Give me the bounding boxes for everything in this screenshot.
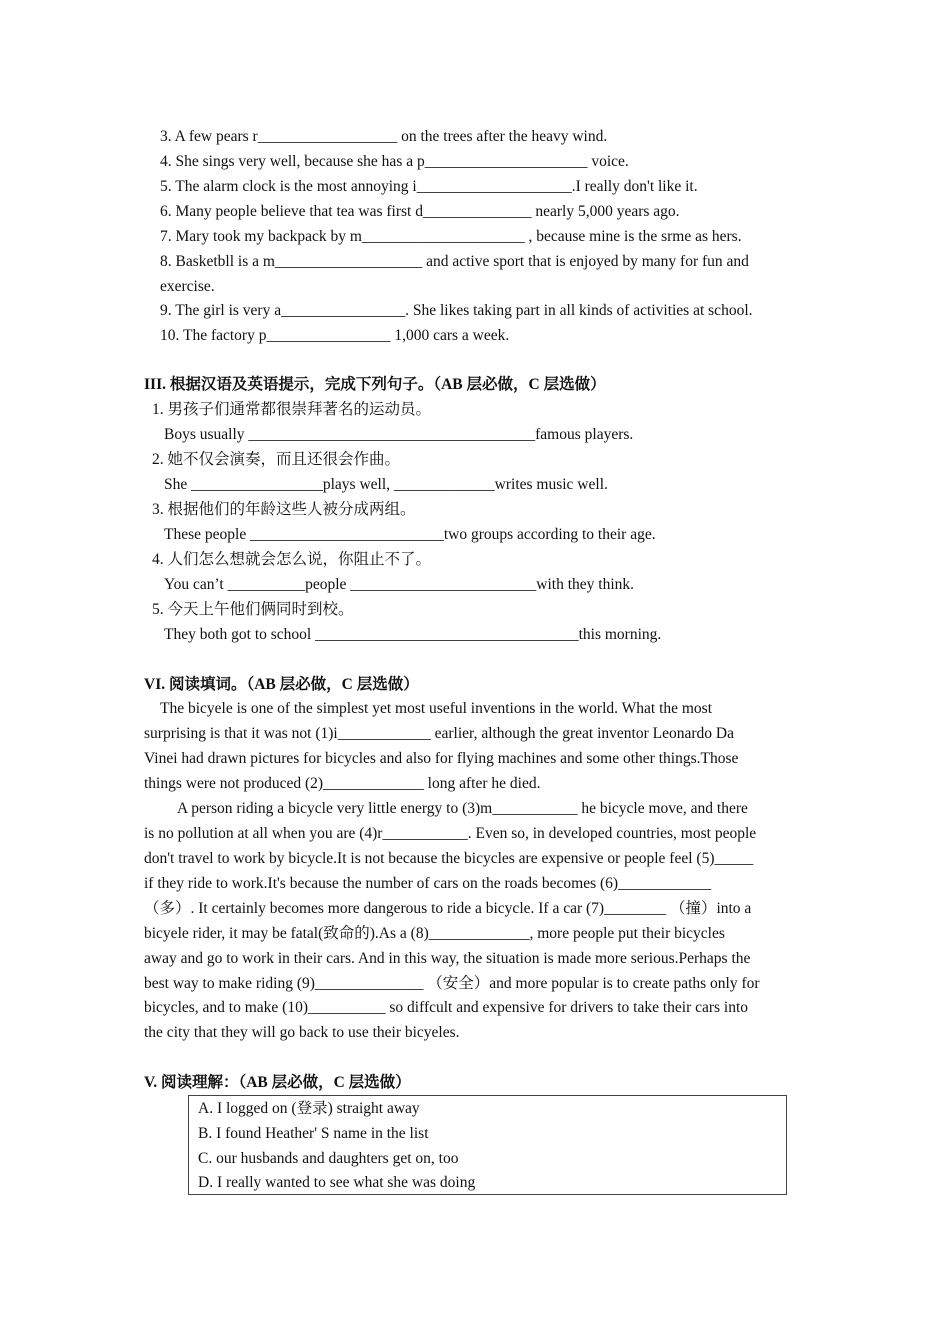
- sentence-2-english: She _________________plays well, _____________writes music well.: [164, 476, 608, 493]
- section-3-heading: III. 根据汉语及英语提示，完成下列句子。（AB 层必做，C 层选做）: [144, 376, 606, 393]
- sentence-2-chinese: 2. 她不仅会演奏，而且还很会作曲。: [152, 451, 401, 468]
- passage-line: the city that they will go back to use their bicyeles.: [144, 1024, 460, 1041]
- option-c: C. our husbands and daughters get on, too: [198, 1150, 459, 1167]
- question-6: 6. Many people believe that tea was first d______________ nearly 5,000 years ago.: [160, 203, 680, 220]
- sentence-3-english: These people _________________________two groups according to their age.: [164, 526, 656, 543]
- passage-line: The bicyele is one of the simplest yet most useful inventions in the world. What the most: [160, 700, 713, 717]
- question-4: 4. She sings very well, because she has a p_____________________ voice.: [160, 153, 629, 170]
- question-8-continued: exercise.: [160, 278, 215, 295]
- sentence-5-chinese: 5. 今天上午他们俩同时到校。: [152, 601, 354, 618]
- passage-line: A person riding a bicycle very little energy to (3)m___________ he bicycle move, and there: [177, 800, 748, 817]
- passage-line: don't travel to work by bicycle.It is not because the bicycles are expensive or people feel (5)_____: [144, 850, 754, 867]
- passage-line: things were not produced (2)_____________ long after he died.: [144, 775, 541, 792]
- passage-line: if they ride to work.It's because the number of cars on the roads becomes (6)____________: [144, 875, 712, 892]
- sentence-1-english: Boys usually _____________________________________famous players.: [164, 426, 634, 443]
- passage-line: （多）. It certainly becomes more dangerous to ride a bicycle. If a car (7)________ （撞）into a: [144, 900, 752, 917]
- passage-line: bicycles, and to make (10)__________ so diffcult and expensive for drivers to take their cars into: [144, 999, 749, 1016]
- section-5-heading: V. 阅读理解：（AB 层必做，C 层选做）: [144, 1074, 411, 1091]
- passage-line: away and go to work in their cars. And in this way, the situation is made more serious.Perhaps the: [144, 950, 751, 967]
- sentence-3-chinese: 3. 根据他们的年龄这些人被分成两组。: [152, 501, 416, 518]
- passage-line: best way to make riding (9)______________ （安全）and more popular is to create paths only for: [144, 975, 760, 992]
- option-d: D. I really wanted to see what she was doing: [198, 1174, 476, 1191]
- sentence-5-english: They both got to school __________________________________this morning.: [164, 626, 662, 643]
- question-10: 10. The factory p________________ 1,000 cars a week.: [160, 327, 510, 344]
- passage-line: bicyele rider, it may be fatal(致命的).As a (8)_____________, more people put their bicycles: [144, 925, 725, 942]
- passage-line: surprising is that it was not (1)i____________ earlier, although the great inventor Leonardo Da: [144, 725, 734, 742]
- option-b: B. I found Heather' S name in the list: [198, 1125, 429, 1142]
- options-box: [188, 1095, 787, 1195]
- passage-line: is no pollution at all when you are (4)r___________. Even so, in developed countries, most people: [144, 825, 757, 842]
- sentence-4-english: You can’t __________people ________________________with they think.: [164, 576, 635, 593]
- passage-line: Vinei had drawn pictures for bicycles and also for flying machines and some other things.Those: [144, 750, 739, 767]
- sentence-4-chinese: 4. 人们怎么想就会怎么说，你阻止不了。: [152, 551, 432, 568]
- question-5: 5. The alarm clock is the most annoying i____________________.I really don't like it.: [160, 178, 698, 195]
- option-a: A. I logged on (登录) straight away: [198, 1100, 420, 1117]
- question-9: 9. The girl is very a________________. She likes taking part in all kinds of activities at school.: [160, 302, 753, 319]
- question-3: 3. A few pears r__________________ on the trees after the heavy wind.: [160, 128, 608, 145]
- sentence-1-chinese: 1. 男孩子们通常都很崇拜著名的运动员。: [152, 401, 432, 418]
- question-7: 7. Mary took my backpack by m_____________________ , because mine is the srme as hers.: [160, 228, 742, 245]
- section-6-heading: VI. 阅读填词。（AB 层必做，C 层选做）: [144, 676, 419, 693]
- question-8: 8. Basketbll is a m___________________ and active sport that is enjoyed by many for fun and: [160, 253, 749, 270]
